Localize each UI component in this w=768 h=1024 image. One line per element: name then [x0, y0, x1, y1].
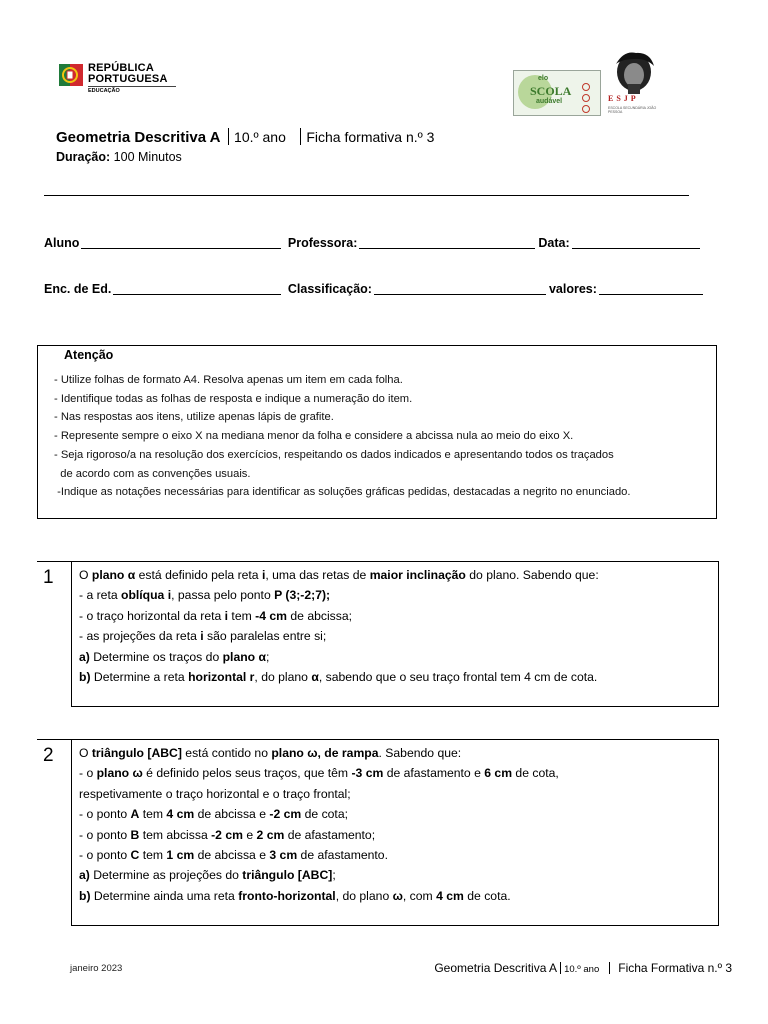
- aluno-field[interactable]: [81, 236, 281, 249]
- header-rule: [44, 195, 689, 196]
- attention-item: -Indique as notações necessárias para identificar as soluções gráficas pedidas, destacadas a negrito no enunciado.: [54, 486, 631, 499]
- portuguese-emblem-icon: [58, 62, 84, 88]
- selo-escola-saudavel-logo: [513, 70, 601, 116]
- footer-title: [434, 961, 732, 975]
- selo-text-2: SCOLA: [530, 84, 572, 98]
- classificacao-field[interactable]: [374, 282, 546, 295]
- attention-item: - Represente sempre o eixo X na mediana menor da folha e considere a abcissa nula ao meio do eixo X.: [54, 430, 574, 443]
- exercise-1-question-b: b) Determine a reta horizontal r, do plano α, sabendo que o seu traço frontal tem 4 cm de cota.: [79, 670, 598, 685]
- exercise-2-line-2: - o plano ω é definido pelos seus traços, que têm -3 cm de afastamento e 6 cm de cota,: [79, 766, 559, 781]
- enc-field[interactable]: [113, 282, 281, 295]
- form-row-student: [44, 236, 703, 250]
- classificacao-label: Classificação:: [287, 282, 372, 296]
- footer-year: 10.º ano: [564, 964, 600, 975]
- exercise-2-question-b: b) Determine ainda uma reta fronto-horizontal, do plano ω, com 4 cm de cota.: [79, 888, 511, 903]
- footer-separator: [609, 962, 610, 974]
- document-title: Geometria Descritiva A: [56, 129, 221, 146]
- document-year: 10.º ano: [234, 129, 286, 145]
- portrait-icon: [606, 50, 662, 96]
- exercise-2-line-4: - o ponto A tem 4 cm de abcissa e -2 cm de cota;: [79, 807, 348, 822]
- document-sheet: Ficha formativa n.º 3: [306, 129, 435, 145]
- exercise-2-line-6: - o ponto C tem 1 cm de abcissa e 3 cm de afastamento.: [79, 848, 388, 863]
- exercise-2-number-rule: [37, 739, 71, 740]
- attention-list: [54, 371, 714, 502]
- selo-dots-icon: [582, 83, 590, 116]
- attention-box: [37, 345, 717, 519]
- logo-text-portuguesa: PORTUGUESA: [88, 73, 168, 85]
- attention-item: de acordo com as convenções usuais.: [54, 467, 251, 480]
- exercise-2-question-a: a) Determine as projeções do triângulo [ABC];: [79, 868, 336, 883]
- exercise-1-line-4: - as projeções da reta i são paralelas entre si;: [79, 629, 327, 644]
- footer-sheet: Ficha Formativa n.º 3: [618, 961, 732, 975]
- footer-date: janeiro 2023: [70, 963, 123, 974]
- esjp-subtitle: ESCOLA SECUNDÁRIA JOÃO PESSOA: [608, 106, 657, 114]
- exercise-1-line-3: - o traço horizontal da reta i tem -4 cm de abcissa;: [79, 608, 353, 623]
- duration-value: 100 Minutos: [113, 150, 182, 164]
- duration-row: [56, 149, 656, 165]
- selo-text-3: audável: [536, 98, 563, 105]
- exercise-2-line-5: - o ponto B tem abcissa -2 cm e 2 cm de afastamento;: [79, 827, 376, 842]
- data-field[interactable]: [572, 236, 700, 249]
- exercise-2-line-3: respetivamente o traço horizontal e o traço frontal;: [79, 786, 351, 801]
- selo-text-1: elo: [538, 75, 549, 82]
- header-separator: [228, 128, 230, 145]
- aluno-label: Aluno: [44, 236, 80, 250]
- header-separator: [300, 128, 302, 145]
- attention-item: - Seja rigoroso/a na resolução dos exercícios, respeitando os dados indicados e apresentando todos os traçados: [54, 448, 614, 461]
- esjp-logo: [606, 50, 662, 114]
- enc-label: Enc. de Ed.: [44, 282, 112, 296]
- attention-item: - Identifique todas as folhas de resposta e indique a numeração do item.: [54, 392, 413, 405]
- data-label: Data:: [538, 236, 570, 250]
- exercise-1-line-2: - a reta oblíqua i, passa pelo ponto P (3;-2;7);: [79, 588, 331, 603]
- exercise-2-box: [71, 739, 719, 926]
- professora-field[interactable]: [359, 236, 535, 249]
- professora-label: Professora:: [287, 236, 358, 250]
- exercise-1-line-1: O plano α está definido pela reta i, uma das retas de maior inclinação do plano. Sabendo que:: [79, 568, 599, 582]
- valores-field[interactable]: [599, 282, 703, 295]
- attention-item: - Utilize folhas de formato A4. Resolva apenas um item em cada folha.: [54, 374, 403, 386]
- exercise-1-box: [71, 561, 719, 707]
- attention-title: Atenção: [64, 348, 114, 362]
- esjp-letters: ESJP: [608, 94, 639, 103]
- exercise-2-number: 2: [43, 745, 54, 766]
- valores-label: valores:: [548, 282, 597, 296]
- footer-subject: Geometria Descritiva A: [434, 961, 558, 975]
- logo-divider: [88, 86, 176, 87]
- exercise-1-number-rule: [37, 561, 71, 562]
- exercise-1-question-a: a) Determine os traços do plano α;: [79, 649, 270, 664]
- form-row-guardian: [44, 282, 706, 296]
- exercise-2-line-1: O triângulo [ABC] está contido no plano ω, de rampa. Sabendo que:: [79, 746, 462, 760]
- logo-text-educacao: EDUCAÇÃO: [88, 88, 120, 94]
- logo-text-republica: REPÚBLICA: [88, 62, 154, 74]
- header-title-row: [56, 128, 656, 147]
- duration-label: Duração:: [56, 150, 111, 164]
- exercise-1-number: 1: [43, 567, 54, 588]
- attention-item: - Nas respostas aos itens, utilize apenas lápis de grafite.: [54, 411, 334, 424]
- document-header: [56, 128, 656, 165]
- republica-portuguesa-logo: [58, 60, 178, 100]
- footer-separator: [560, 962, 561, 974]
